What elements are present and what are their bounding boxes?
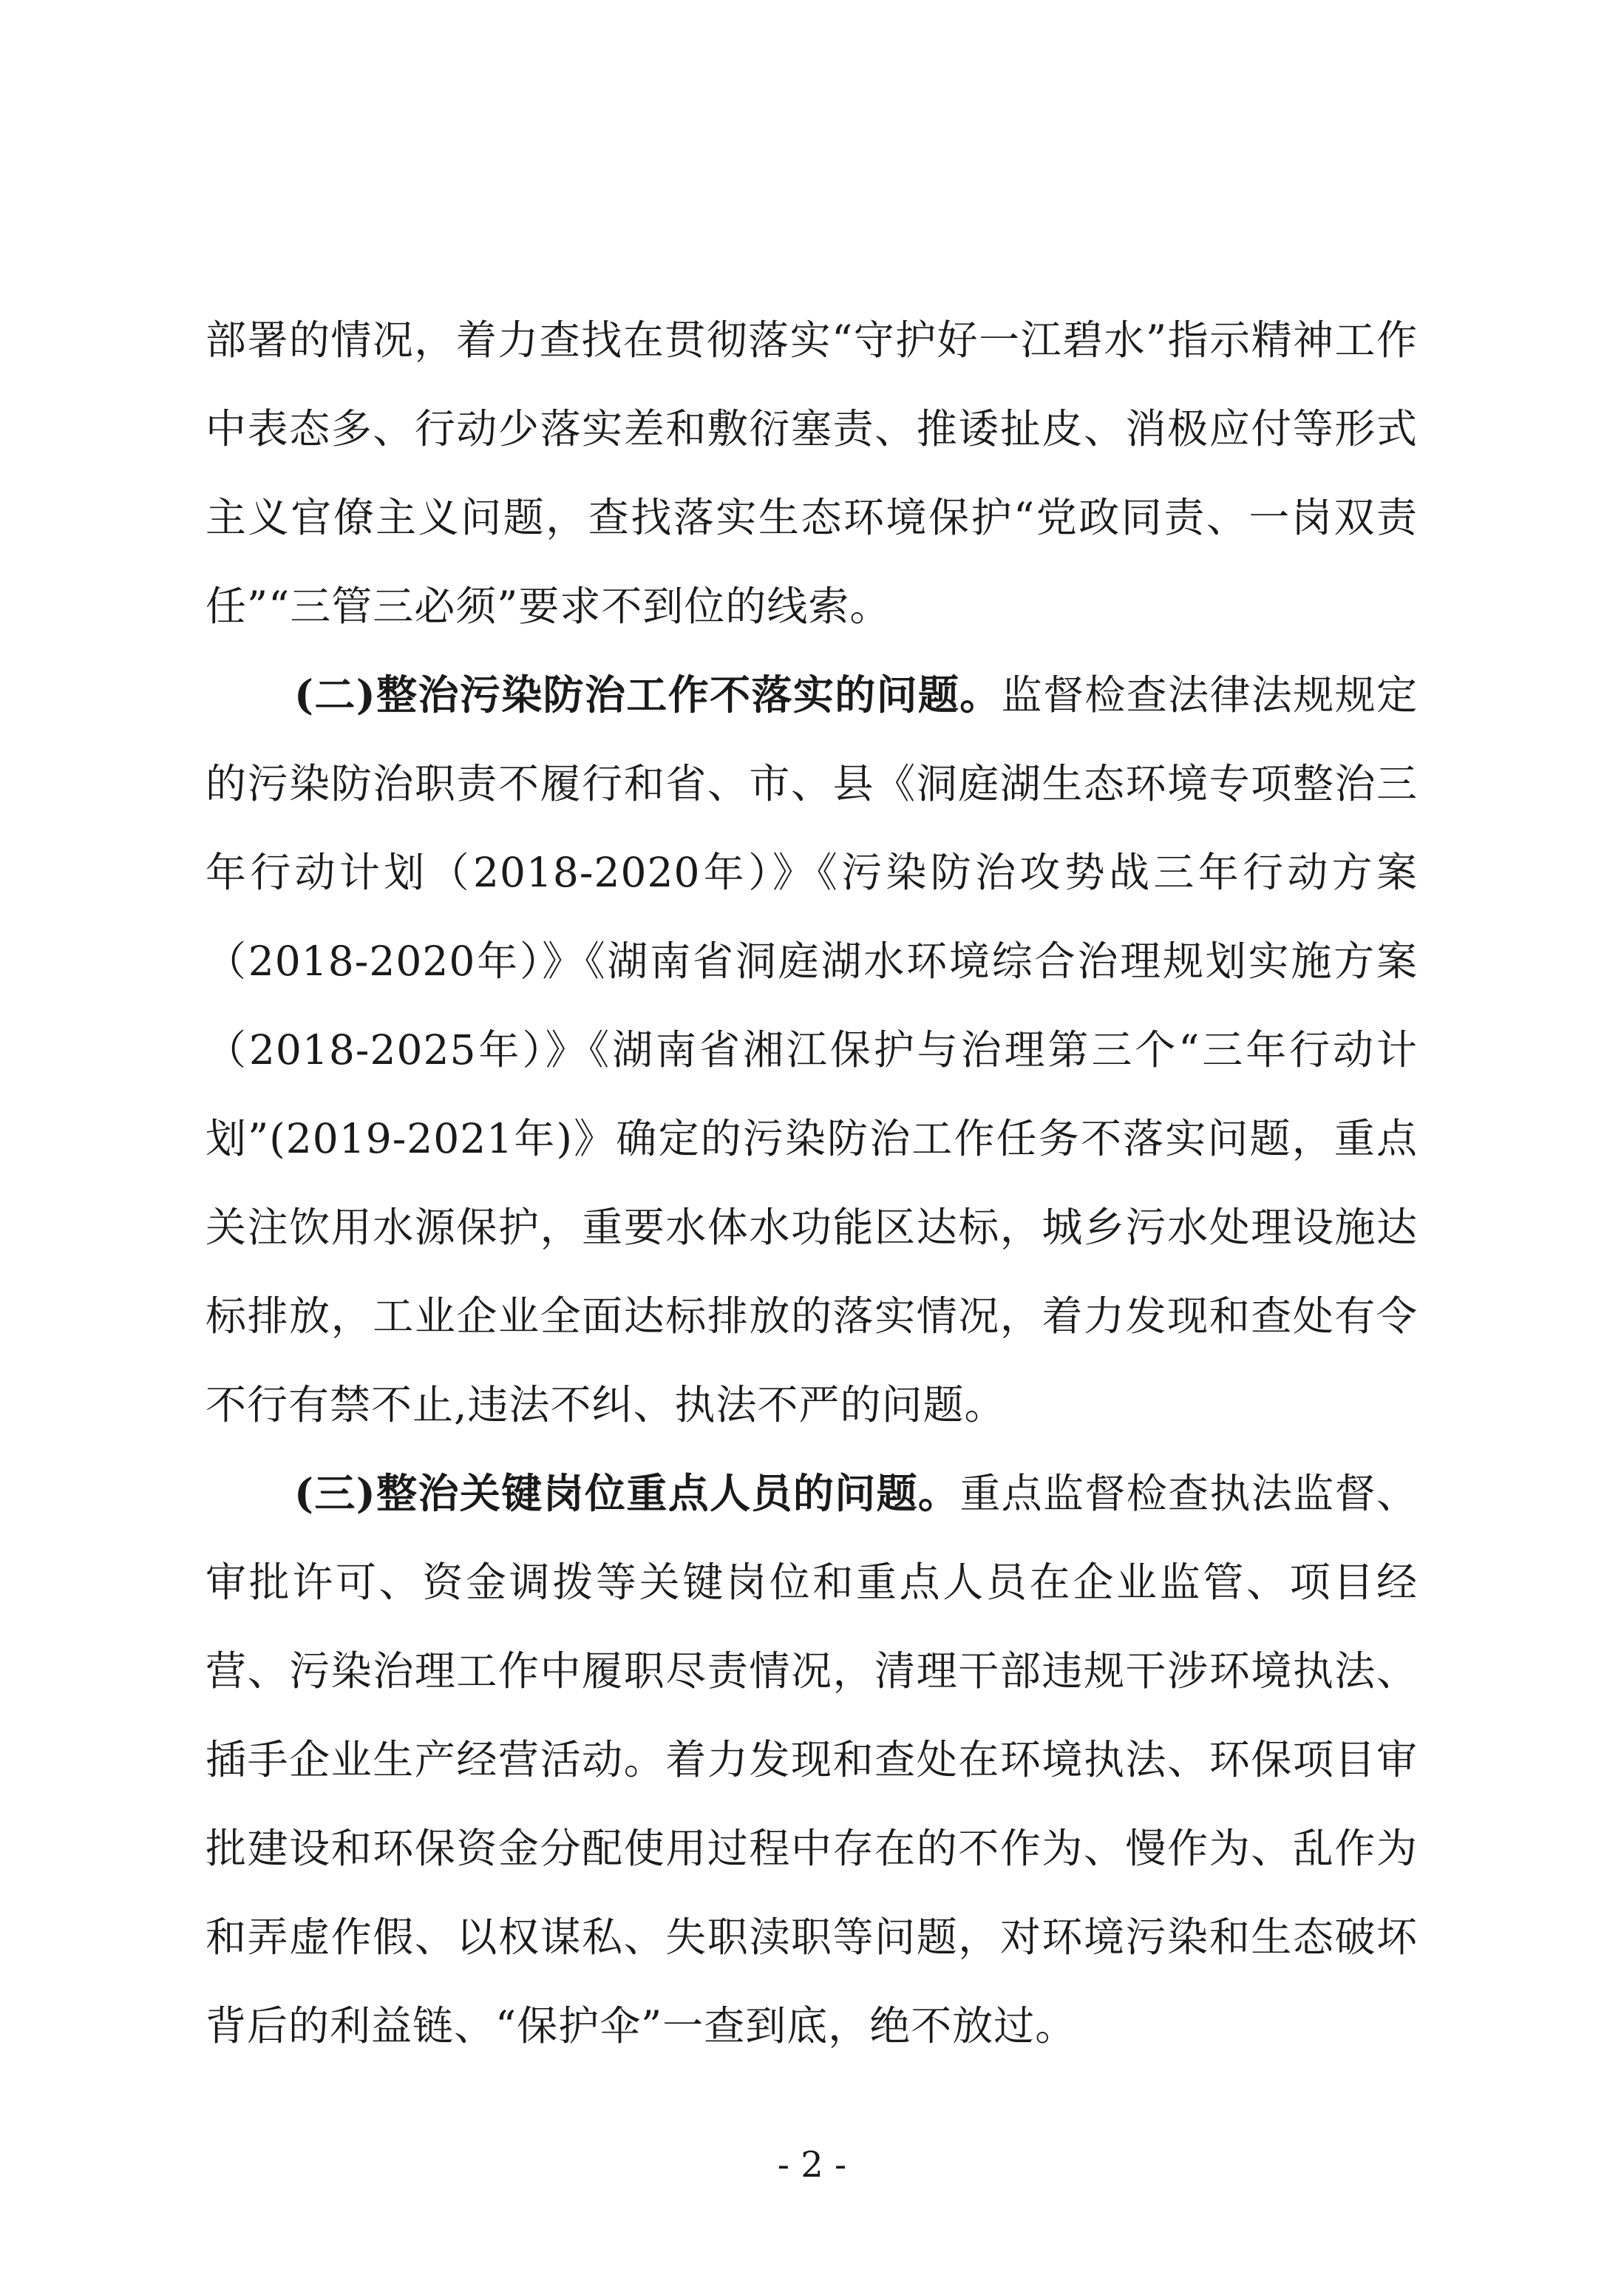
paragraph-text: 监督检查法律法规规定的污染防治职责不履行和省、市、县《洞庭湖生态环境专项整治三年行动计划（2018-2020年）》《污染防治攻势战三年行动方案（2018-2020年）》《湖南省洞庭湖水环境综合治理规划实施方案（2018-2025年）》《湖南省湘江保护与治理第三个“三年行动计划”(2019-2021年)》确定的污染防治工作任务不落实问题，重点关注饮用水源保护，重要水体水功能区达标，城乡污水处理设施达标排放，工业企业全面达标排放的落实情况，着力发现和查处有令不行有禁不止,违法不纠、执法不严的问题。 bbox=[205, 671, 1418, 1428]
section-heading: (三)整治关键岗位重点人员的问题。 bbox=[294, 1469, 960, 1517]
page-number: - 2 - bbox=[777, 2144, 847, 2186]
paragraph-continued bbox=[205, 296, 1418, 651]
document-body bbox=[205, 296, 1418, 2070]
paragraph-section-2 bbox=[205, 651, 1418, 1449]
paragraph-text: 部署的情况，着力查找在贯彻落实“守护好一江碧水”指示精神工作中表态多、行动少落实差和敷衍塞责、推诿扯皮、消极应付等形式主义官僚主义问题，查找落实生态环境保护“党政同责、一岗双责任”“三管三必须”要求不到位的线索。 bbox=[205, 316, 1418, 630]
paragraph-section-3 bbox=[205, 1449, 1418, 2070]
paragraph-text: 重点监督检查执法监督、审批许可、资金调拨等关键岗位和重点人员在企业监管、项目经营、污染治理工作中履职尽责情况，清理干部违规干涉环境执法、插手企业生产经营活动。着力发现和查处在环境执法、环保项目审批建设和环保资金分配使用过程中存在的不作为、慢作为、乱作为和弄虚作假、以权谋私、失职渎职等问题，对环境污染和生态破坏背后的利益链、“保护伞”一查到底，绝不放过。 bbox=[205, 1470, 1418, 2050]
section-heading: (二)整治污染防治工作不落实的问题。 bbox=[294, 671, 1002, 719]
